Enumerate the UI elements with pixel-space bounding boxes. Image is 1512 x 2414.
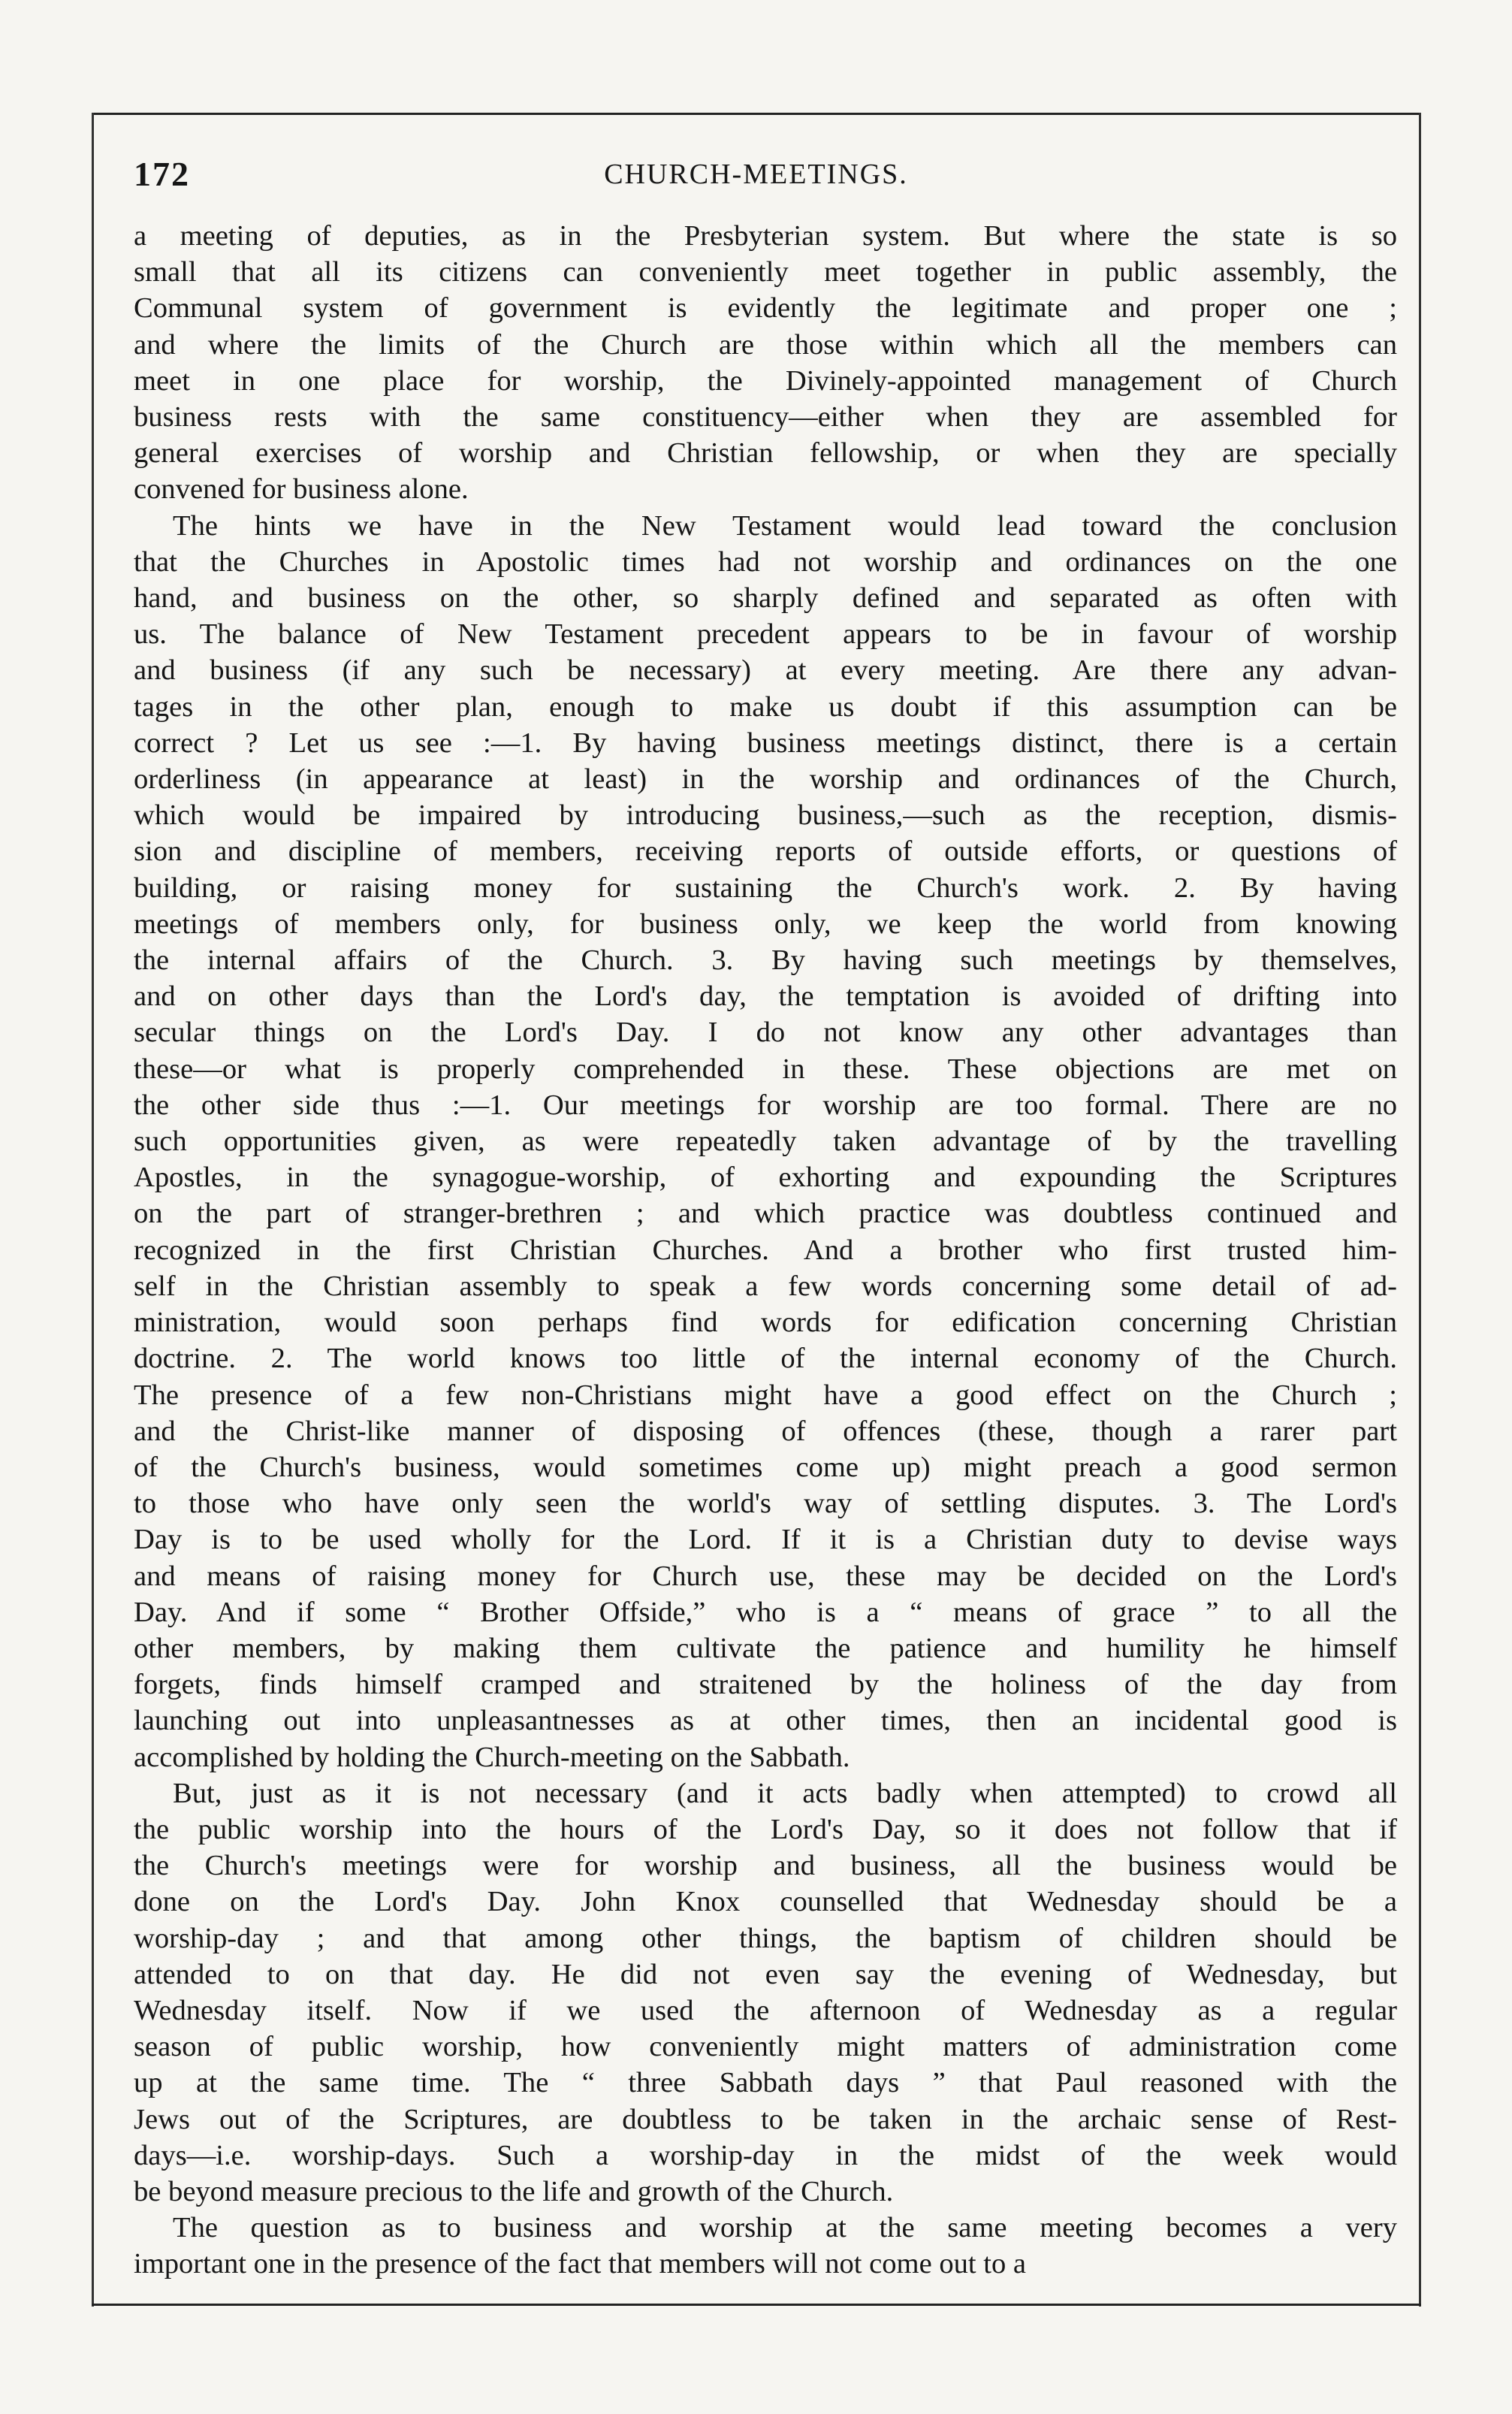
body-text bbox=[134, 218, 1397, 2283]
text-line: on the part of stranger-brethren ; and which practice was doubtless continued and bbox=[134, 1198, 1397, 1230]
text-line: Day. And if some “ Brother Offside,” who is a “ means of grace ” to all the bbox=[134, 1596, 1397, 1628]
text-line: ministration, would soon perhaps find words for edification concerning Christian bbox=[134, 1307, 1397, 1339]
page-number: 172 bbox=[134, 155, 190, 193]
right-rule bbox=[1419, 113, 1421, 2307]
text-line: the internal affairs of the Church. 3. By having such meetings by themselves, bbox=[134, 944, 1397, 977]
text-line: Day is to be used wholly for the Lord. If it is a Christian duty to devise ways bbox=[134, 1524, 1397, 1556]
text-line: accomplished by holding the Church-meeting on the Sabbath. bbox=[134, 1741, 850, 1773]
text-line: and on other days than the Lord's day, the temptation is avoided of drifting into bbox=[134, 980, 1397, 1013]
text-line: recognized in the first Christian Churches. And a brother who first trusted him- bbox=[134, 1234, 1397, 1266]
text-line: up at the same time. The “ three Sabbath days ” that Paul reasoned with the bbox=[134, 2067, 1397, 2099]
text-line: Communal system of government is evidently the legitimate and proper one ; bbox=[134, 292, 1397, 325]
text-line: season of public worship, how conveniently might matters of administration come bbox=[134, 2031, 1397, 2063]
text-line: tages in the other plan, enough to make us doubt if this assumption can be bbox=[134, 690, 1397, 723]
text-line: Apostles, in the synagogue-worship, of exhorting and expounding the Scriptures bbox=[134, 1162, 1397, 1194]
text-line: the other side thus :—1. Our meetings for worship are too formal. There are no bbox=[134, 1089, 1397, 1121]
text-line: meet in one place for worship, the Divinely-appointed management of Church bbox=[134, 364, 1397, 397]
text-line: correct ? Let us see :—1. By having business meetings distinct, there is a certain bbox=[134, 727, 1397, 759]
text-line: of the Church's business, would sometimes come up) might preach a good sermon bbox=[134, 1451, 1397, 1483]
text-line: to those who have only seen the world's way of settling disputes. 3. The Lord's bbox=[134, 1488, 1397, 1520]
paragraph-2 bbox=[134, 508, 1397, 1775]
text-line: forgets, finds himself cramped and straitened by the holiness of the day from bbox=[134, 1669, 1397, 1701]
text-line: important one in the presence of the fact that members will not come out to a bbox=[134, 2248, 1027, 2280]
text-line: and the Christ-like manner of disposing of offences (these, though a rarer part bbox=[134, 1415, 1397, 1447]
text-line: and business (if any such be necessary) at every meeting. Are there any advan- bbox=[134, 654, 1397, 687]
text-line: secular things on the Lord's Day. I do not know any other advantages than bbox=[134, 1017, 1397, 1049]
text-line: that the Churches in Apostolic times had not worship and ordinances on the one bbox=[134, 545, 1397, 578]
text-line: building, or raising money for sustaining the Church's work. 2. By having bbox=[134, 872, 1397, 904]
top-rule bbox=[92, 113, 1421, 115]
text-line: orderliness (in appearance at least) in the worship and ordinances of the Church, bbox=[134, 763, 1397, 796]
text-line: Wednesday itself. Now if we used the afternoon of Wednesday as a regular bbox=[134, 1994, 1397, 2026]
text-line: be beyond measure precious to the life and growth of the Church. bbox=[134, 2175, 894, 2207]
text-line: The question as to business and worship at the same meeting becomes a very bbox=[173, 2212, 1397, 2244]
text-line: which would be impaired by introducing business,—such as the reception, dismis- bbox=[134, 799, 1397, 832]
text-line: meetings of members only, for business only, we keep the world from knowing bbox=[134, 908, 1397, 940]
text-line: doctrine. 2. The world knows too little of the internal economy of the Church. bbox=[134, 1343, 1397, 1375]
text-line: small that all its citizens can conveniently meet together in public assembly, the bbox=[134, 256, 1397, 289]
text-line: hand, and business on the other, so sharply defined and separated as often with bbox=[134, 582, 1397, 615]
text-line: other members, by making them cultivate the patience and humility he himself bbox=[134, 1632, 1397, 1664]
text-line: attended to on that day. He did not even say the evening of Wednesday, but bbox=[134, 1958, 1397, 1990]
text-line: days—i.e. worship-days. Such a worship-day in the midst of the week would bbox=[134, 2139, 1397, 2171]
paragraph-3 bbox=[134, 1775, 1397, 2210]
bottom-rule bbox=[92, 2304, 1421, 2306]
text-line: But, just as it is not necessary (and it acts badly when attempted) to crowd all bbox=[173, 1777, 1397, 1809]
text-line: general exercises of worship and Christian fellowship, or when they are specially bbox=[134, 437, 1397, 470]
running-title: CHURCH-MEETINGS. bbox=[604, 159, 908, 190]
text-line: convened for business alone. bbox=[134, 473, 469, 506]
text-line: such opportunities given, as were repeatedly taken advantage of by the travelling bbox=[134, 1125, 1397, 1158]
text-line: worship-day ; and that among other things, the baptism of children should be bbox=[134, 1922, 1397, 1954]
text-line: the Church's meetings were for worship and business, all the business would be bbox=[134, 1850, 1397, 1882]
paragraph-4 bbox=[134, 2210, 1397, 2282]
text-line: these—or what is properly comprehended in these. These objections are met on bbox=[134, 1053, 1397, 1085]
text-line: a meeting of deputies, as in the Presbyterian system. But where the state is so bbox=[134, 220, 1397, 252]
text-line: business rests with the same constituency—either when they are assembled for bbox=[134, 401, 1397, 434]
text-line: the public worship into the hours of the Lord's Day, so it does not follow that if bbox=[134, 1813, 1397, 1845]
text-line: The presence of a few non-Christians might have a good effect on the Church ; bbox=[134, 1379, 1397, 1411]
text-line: launching out into unpleasantnesses as at other times, then an incidental good is bbox=[134, 1705, 1397, 1737]
left-rule bbox=[92, 113, 94, 2307]
paragraph-1 bbox=[134, 218, 1397, 508]
text-line: and where the limits of the Church are those within which all the members can bbox=[134, 328, 1397, 361]
text-line: sion and discipline of members, receiving reports of outside efforts, or questions of bbox=[134, 835, 1397, 868]
text-line: Jews out of the Scriptures, are doubtless to be taken in the archaic sense of Rest- bbox=[134, 2103, 1397, 2135]
text-line: and means of raising money for Church use, these may be decided on the Lord's bbox=[134, 1560, 1397, 1592]
text-line: self in the Christian assembly to speak a few words concerning some detail of ad- bbox=[134, 1270, 1397, 1302]
text-line: The hints we have in the New Testament would lead toward the conclusion bbox=[173, 509, 1397, 542]
text-line: us. The balance of New Testament precedent appears to be in favour of worship bbox=[134, 618, 1397, 651]
text-line: done on the Lord's Day. John Knox counselled that Wednesday should be a bbox=[134, 1886, 1397, 1918]
